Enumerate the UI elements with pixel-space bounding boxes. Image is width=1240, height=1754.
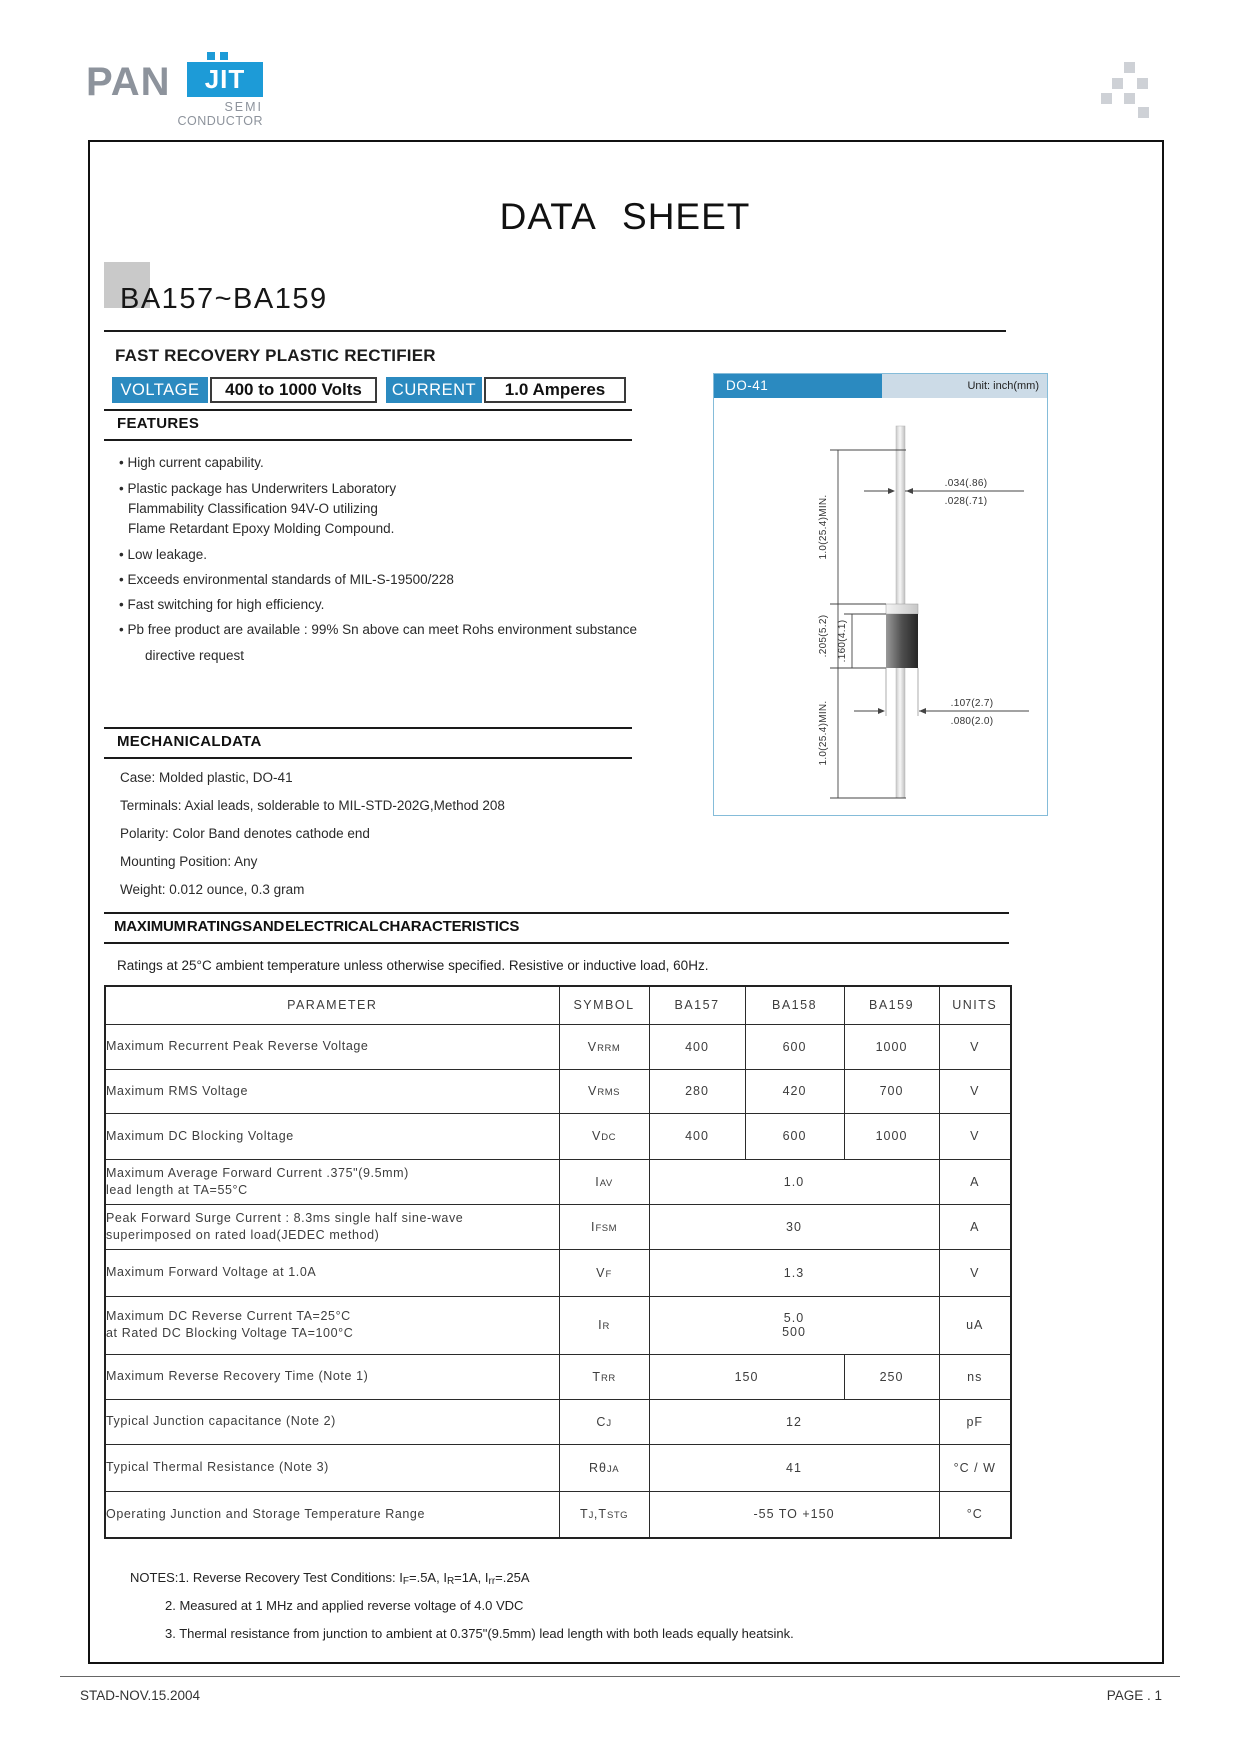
feature-item: Flame Retardant Epoxy Molding Compound.: [128, 521, 395, 536]
features-heading: FEATURES: [117, 415, 200, 432]
symbol-cell: VRMS: [559, 1069, 649, 1113]
unit-cell: ns: [939, 1354, 1011, 1399]
voltage-value: 400 to 1000 Volts: [210, 377, 377, 403]
mechanical-item: Mounting Position: Any: [120, 854, 258, 869]
value-cell: 420: [745, 1069, 844, 1113]
table-header-row: [105, 986, 1011, 1024]
logo-conductor-text: CONDUCTOR: [177, 114, 263, 128]
feature-item: • Pb free product are available : 99% Sn above can meet Rohs environment substance: [119, 622, 637, 637]
table-row: [105, 1296, 1011, 1354]
symbol-cell: RθJA: [559, 1444, 649, 1491]
symbol-cell: VDC: [559, 1113, 649, 1159]
value-cell: 1000: [844, 1024, 939, 1069]
logo-dot-icon: [220, 52, 228, 60]
package-header-band: [714, 374, 1047, 398]
feature-item: • Exceeds environmental standards of MIL-S-19500/228: [119, 572, 454, 587]
dim-body-dia-max-label: .107(2.7): [950, 698, 994, 709]
table-row: [105, 1069, 1011, 1113]
value-cell: 5.0 500: [649, 1296, 939, 1354]
footer-doc-code: STAD-NOV.15.2004: [80, 1688, 201, 1703]
symbol-cell: VRRM: [559, 1024, 649, 1069]
col-ba159: BA159: [844, 986, 939, 1024]
dim-lead-bottom-label: 1.0(25.4)MIN.: [818, 700, 829, 766]
value-cell: 1.3: [649, 1249, 939, 1296]
mechanical-item: Polarity: Color Band denotes cathode end: [120, 826, 370, 841]
ratings-heading: MAXIMUM RATINGS AND ELECTRICAL CHARACTERISTICS: [114, 918, 520, 935]
dim-body-outer-label: .205(5.2): [818, 614, 829, 658]
symbol-cell: TJ,TSTG: [559, 1491, 649, 1538]
value-cell: 150: [649, 1354, 844, 1399]
cathode-band: [886, 604, 918, 614]
table-row: [105, 1204, 1011, 1249]
mechanical-item: Case: Molded plastic, DO-41: [120, 770, 293, 785]
feature-item: • Plastic package has Underwriters Laboratory: [119, 481, 396, 496]
unit-cell: V: [939, 1069, 1011, 1113]
col-parameter: PARAMETER: [105, 986, 559, 1024]
value-cell: 250: [844, 1354, 939, 1399]
divider: [104, 409, 632, 411]
symbol-cell: IR: [559, 1296, 649, 1354]
logo-jit-box: JIT: [187, 62, 263, 97]
param-cell: Operating Junction and Storage Temperature Range: [105, 1491, 559, 1538]
logo-dot-icon: [207, 52, 215, 60]
symbol-cell: CJ: [559, 1399, 649, 1444]
value-cell: 400: [649, 1024, 745, 1069]
dim-lead-top-label: 1.0(25.4)MIN.: [818, 494, 829, 560]
value-cell: 700: [844, 1069, 939, 1113]
value-cell: 1.0: [649, 1159, 939, 1204]
table-row: [105, 1024, 1011, 1069]
package-name: DO-41: [714, 374, 882, 398]
package-outline-panel: [713, 373, 1048, 816]
device-subtitle: FAST RECOVERY PLASTIC RECTIFIER: [115, 346, 436, 365]
symbol-cell: IFSM: [559, 1204, 649, 1249]
feature-item: Flammability Classification 94V-O utilizing: [128, 501, 378, 516]
param-cell: Typical Thermal Resistance (Note 3): [105, 1444, 559, 1491]
divider: [104, 330, 1006, 332]
param-cell: Maximum DC Blocking Voltage: [105, 1113, 559, 1159]
logo-pan-text: PAN: [86, 60, 171, 104]
dim-lead-dia-min-label: .028(.71): [944, 496, 988, 507]
param-cell: Maximum DC Reverse Current TA=25°C at Rated DC Blocking Voltage TA=100°C: [105, 1296, 559, 1354]
voltage-badge: VOLTAGE: [112, 377, 208, 403]
col-units: UNITS: [939, 986, 1011, 1024]
feature-item: directive request: [145, 648, 245, 663]
unit-cell: uA: [939, 1296, 1011, 1354]
divider: [104, 942, 1009, 944]
dim-body-inner-label: .160(4.1): [837, 619, 848, 663]
unit-cell: V: [939, 1024, 1011, 1069]
feature-item: • Fast switching for high efficiency.: [119, 597, 324, 612]
unit-cell: pF: [939, 1399, 1011, 1444]
param-cell: Typical Junction capacitance (Note 2): [105, 1399, 559, 1444]
param-cell: Maximum Recurrent Peak Reverse Voltage: [105, 1024, 559, 1069]
dim-lead-dia-max-label: .034(.86): [944, 478, 988, 489]
unit-cell: °C: [939, 1491, 1011, 1538]
table-row: [105, 1113, 1011, 1159]
footer-page-number: PAGE . 1: [1106, 1688, 1162, 1703]
note-2: 2. Measured at 1 MHz and applied reverse voltage of 4.0 VDC: [165, 1598, 524, 1613]
symbol-cell: TRR: [559, 1354, 649, 1399]
feature-item: • High current capability.: [119, 455, 264, 470]
feature-item: • Low leakage.: [119, 547, 207, 562]
current-value: 1.0 Amperes: [484, 377, 626, 403]
param-cell: Maximum Average Forward Current .375"(9.5mm) lead length at TA=55°C: [105, 1159, 559, 1204]
value-cell: 12: [649, 1399, 939, 1444]
table-row: [105, 1249, 1011, 1296]
table-row: [105, 1444, 1011, 1491]
diode-body: [886, 614, 918, 668]
param-cell: Maximum Forward Voltage at 1.0A: [105, 1249, 559, 1296]
mechanical-heading: MECHANICAL DATA: [117, 733, 262, 750]
symbol-cell: VF: [559, 1249, 649, 1296]
param-cell: Peak Forward Surge Current : 8.3ms single half sine-wave superimposed on rated load(JEDEC method): [105, 1204, 559, 1249]
symbol-cell: IAV: [559, 1159, 649, 1204]
footer-divider: [60, 1676, 1180, 1677]
divider: [104, 727, 632, 729]
unit-cell: °C / W: [939, 1444, 1011, 1491]
package-drawing: [714, 398, 1047, 813]
package-unit-note: Unit: inch(mm): [967, 380, 1039, 392]
logo-semi-text: SEMI: [224, 100, 263, 114]
param-cell: Maximum Reverse Recovery Time (Note 1): [105, 1354, 559, 1399]
table-row: [105, 1159, 1011, 1204]
current-badge: CURRENT: [386, 377, 482, 403]
value-cell: 280: [649, 1069, 745, 1113]
table-row: [105, 1491, 1011, 1538]
mechanical-item: Weight: 0.012 ounce, 0.3 gram: [120, 882, 305, 897]
unit-cell: A: [939, 1159, 1011, 1204]
mechanical-item: Terminals: Axial leads, solderable to MIL-STD-202G,Method 208: [120, 798, 505, 813]
divider: [104, 439, 632, 441]
dim-body-dia-min-label: .080(2.0): [950, 716, 994, 727]
unit-cell: A: [939, 1204, 1011, 1249]
note-3: 3. Thermal resistance from junction to ambient at 0.375"(9.5mm) lead length with both leads equally heatsink.: [165, 1626, 794, 1641]
value-cell: 600: [745, 1024, 844, 1069]
page-title: DATA SHEET: [499, 196, 751, 237]
value-cell: 600: [745, 1113, 844, 1159]
col-ba158: BA158: [745, 986, 844, 1024]
divider: [104, 912, 1009, 914]
ratings-condition: Ratings at 25°C ambient temperature unless otherwise specified. Resistive or inductive load, 60Hz.: [117, 958, 709, 973]
col-ba157: BA157: [649, 986, 745, 1024]
ratings-table: [104, 985, 1012, 1539]
unit-cell: V: [939, 1249, 1011, 1296]
note-1: NOTES:1. Reverse Recovery Test Conditions: IF=.5A, IR=1A, Irr=.25A: [130, 1570, 530, 1587]
param-cell: Maximum RMS Voltage: [105, 1069, 559, 1113]
part-number: BA157~BA159: [120, 283, 328, 315]
value-cell: -55 TO +150: [649, 1491, 939, 1538]
dimension-lines: [830, 450, 1029, 798]
unit-cell: V: [939, 1113, 1011, 1159]
value-cell: 30: [649, 1204, 939, 1249]
table-row: [105, 1354, 1011, 1399]
value-cell: 41: [649, 1444, 939, 1491]
value-cell: 400: [649, 1113, 745, 1159]
col-symbol: SYMBOL: [559, 986, 649, 1024]
table-row: [105, 1399, 1011, 1444]
value-cell: 1000: [844, 1113, 939, 1159]
divider: [104, 757, 632, 759]
